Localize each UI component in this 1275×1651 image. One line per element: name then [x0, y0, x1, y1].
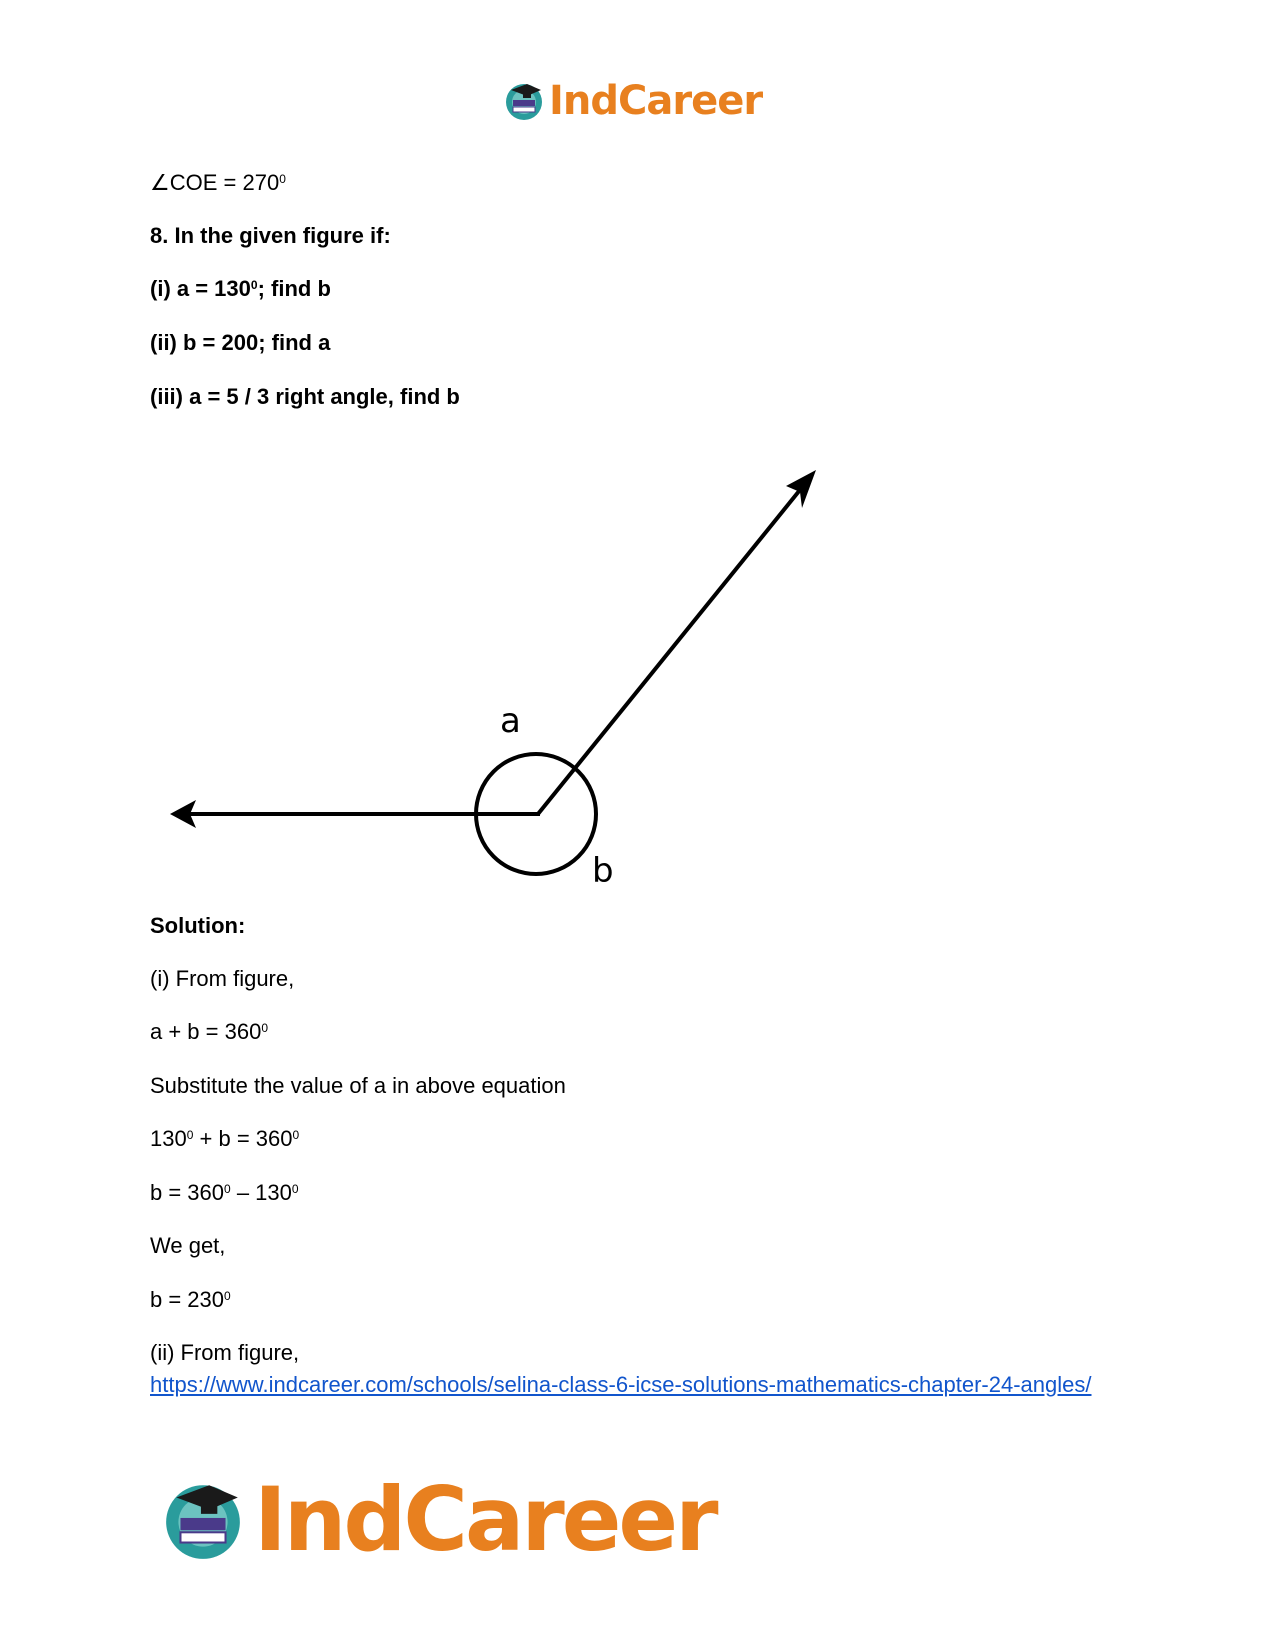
label-b: b	[592, 851, 614, 890]
solution-step-1: (i) From figure,	[150, 966, 295, 991]
brand-name: IndCareer	[254, 1468, 716, 1571]
brand-name: IndCareer	[549, 78, 763, 124]
source-link[interactable]: https://www.indcareer.com/schools/selina-class-6-icse-solutions-mathematics-chapter-24-angles/	[150, 1372, 1092, 1397]
brand-logo-top	[503, 78, 762, 124]
graduation-globe-icon	[160, 1477, 246, 1563]
upper-ray	[538, 480, 808, 814]
angle-figure	[160, 470, 840, 890]
brand-logo-bottom	[160, 1468, 716, 1571]
solution-step-3: Substitute the value of a in above equation	[150, 1073, 566, 1098]
question-part-i: (i) $a = 130^0$; find b	[150, 276, 331, 301]
solution-step-7: $b = 230^0$	[150, 1287, 231, 1312]
solution-step-5: $b = 360^0 - 130^0$	[150, 1180, 299, 1205]
label-a: a	[500, 701, 521, 741]
solution-heading: Solution:	[150, 913, 246, 938]
question-title: 8. In the given figure if:	[150, 223, 391, 248]
graduation-globe-icon	[503, 80, 545, 122]
question-part-iii: (iii) a = 5 / 3 right angle, find b	[150, 384, 460, 409]
solution-step-4: $130^0 + b = 360^0$	[150, 1126, 300, 1151]
angle-coe-line: ∠COE = $270^0$	[150, 170, 286, 195]
solution-step-6: We get,	[150, 1233, 226, 1258]
question-part-ii: (ii) b = 200; find a	[150, 330, 331, 355]
solution-step-2: $a + b = 360^0$	[150, 1019, 269, 1044]
solution-step-8: (ii) From figure,	[150, 1340, 300, 1365]
